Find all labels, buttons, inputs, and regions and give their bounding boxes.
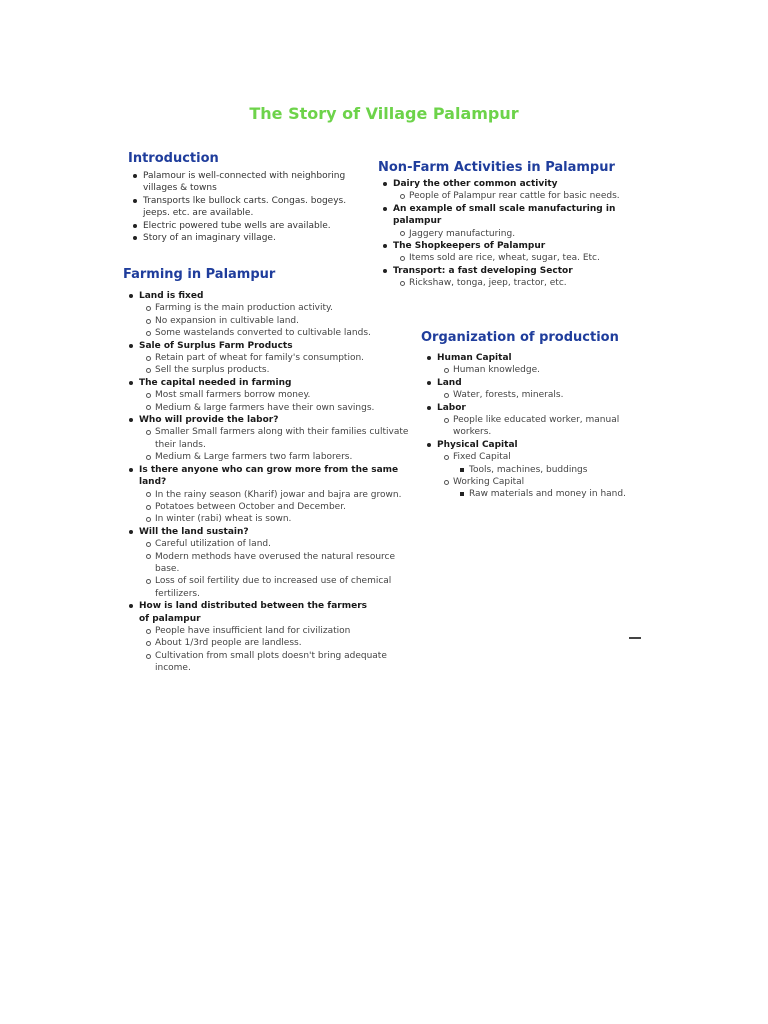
sub-sub-list-item: Raw materials and money in hand.	[459, 488, 656, 500]
farming-heading: Farming in Palampur	[123, 267, 276, 282]
list-item: Will the land sustain? Careful utilization of land. Modern methods have overused the natural resource base. Loss of soil fertility due to increased use of chemical fertilizers.	[128, 526, 418, 600]
list-item: Is there anyone who can grow more from the same land? In the rainy season (Kharif) jowar and bajra are grown. Potatoes between October and December. In winter (rabi) wheat is sown.	[128, 464, 418, 526]
introduction-heading: Introduction	[128, 151, 219, 166]
organization-list	[426, 352, 626, 501]
list-item: Story of an imaginary village.	[132, 232, 373, 244]
farming-section	[123, 267, 418, 675]
sub-list-item: Potatoes between October and December.	[145, 501, 418, 513]
non-farm-section	[378, 160, 628, 290]
sub-list-item: Fixed Capital Tools, machines, buddings	[443, 451, 626, 476]
sub-list-item: People of Palampur rear cattle for basic needs.	[399, 190, 628, 202]
non-farm-heading: Non-Farm Activities in Palampur	[378, 160, 615, 175]
sub-list-item: Some wastelands converted to cultivable lands.	[145, 327, 418, 339]
sub-list-item: Smaller Small farmers along with their families cultivate their lands.	[145, 426, 418, 451]
sub-list-item: Retain part of wheat for family's consumption.	[145, 352, 418, 364]
list-item: Palamour is well-connected with neighboring villages & towns	[132, 170, 373, 195]
sub-list-item: About 1/3rd people are landless.	[145, 637, 418, 649]
list-item: Land Water, forests, minerals.	[426, 377, 626, 402]
sub-list-item: People have insufficient land for civilization	[145, 625, 418, 637]
sub-list-item: In the rainy season (Kharif) jowar and bajra are grown.	[145, 489, 418, 501]
list-item: Dairy the other common activity People of Palampur rear cattle for basic needs.	[382, 178, 628, 203]
sub-list-item: Human knowledge.	[443, 364, 626, 376]
organization-heading: Organization of production	[421, 330, 619, 345]
sub-list-item: Farming is the main production activity.	[145, 302, 418, 314]
list-item: An example of small scale manufacturing in palampur Jaggery manufacturing.	[382, 203, 628, 240]
stray-dash-mark	[629, 637, 641, 639]
list-item: Sale of Surplus Farm Products Retain part of wheat for family's consumption. Sell the surplus products.	[128, 340, 418, 377]
sub-list-item: Items sold are rice, wheat, sugar, tea. Etc.	[399, 252, 628, 264]
sub-list-item: Medium & Large farmers two farm laborers.	[145, 451, 418, 463]
sub-sub-list-item: Tools, machines, buddings	[459, 464, 626, 476]
list-item: Labor People like educated worker, manual workers.	[426, 402, 626, 439]
farming-list	[128, 290, 418, 675]
sub-list-item: Careful utilization of land.	[145, 538, 418, 550]
list-item: Electric powered tube wells are available.	[132, 220, 373, 232]
organization-section	[421, 330, 626, 501]
sub-list-item: Working Capital Raw materials and money in hand.	[443, 476, 626, 501]
list-item: The Shopkeepers of Palampur Items sold are rice, wheat, sugar, tea. Etc.	[382, 240, 628, 265]
list-item: Human Capital Human knowledge.	[426, 352, 626, 377]
list-item: The capital needed in farming Most small farmers borrow money. Medium & large farmers have their own savings.	[128, 377, 418, 414]
sub-list-item: Loss of soil fertility due to increased use of chemical fertilizers.	[145, 575, 418, 600]
introduction-section	[128, 151, 373, 244]
sub-list-item: Sell the surplus products.	[145, 364, 418, 376]
sub-list-item: Water, forests, minerals.	[443, 389, 626, 401]
list-item: Transports lke bullock carts. Congas. bogeys. jeeps. etc. are available.	[132, 195, 373, 220]
list-item: Physical Capital Fixed Capital Tools, machines, buddings Working Capital Raw materials and money in hand.	[426, 439, 626, 501]
page-title: The Story of Village Palampur	[249, 104, 519, 123]
sub-list-item: Medium & large farmers have their own savings.	[145, 402, 418, 414]
list-item: How is land distributed between the farmers of palampur People have insufficient land for civilization About 1/3rd people are landless. Cultivation from small plots doesn't bring adequate income.	[128, 600, 418, 674]
sub-list-item: Jaggery manufacturing.	[399, 228, 628, 240]
list-item: Who will provide the labor? Smaller Small farmers along with their families cultivate their lands. Medium & Large farmers two farm laborers.	[128, 414, 418, 464]
introduction-list	[132, 170, 373, 244]
non-farm-list	[382, 178, 628, 290]
sub-list-item: Rickshaw, tonga, jeep, tractor, etc.	[399, 277, 628, 289]
list-item: Transport: a fast developing Sector Rickshaw, tonga, jeep, tractor, etc.	[382, 265, 628, 290]
sub-list-item: Most small farmers borrow money.	[145, 389, 418, 401]
list-item: Land is fixed Farming is the main production activity. No expansion in cultivable land. Some wastelands converted to cultivable lands.	[128, 290, 418, 340]
sub-list-item: Cultivation from small plots doesn't bring adequate income.	[145, 650, 418, 675]
sub-list-item: In winter (rabi) wheat is sown.	[145, 513, 418, 525]
sub-list-item: No expansion in cultivable land.	[145, 315, 418, 327]
sub-list-item: People like educated worker, manual workers.	[443, 414, 626, 439]
sub-list-item: Modern methods have overused the natural resource base.	[145, 551, 418, 576]
